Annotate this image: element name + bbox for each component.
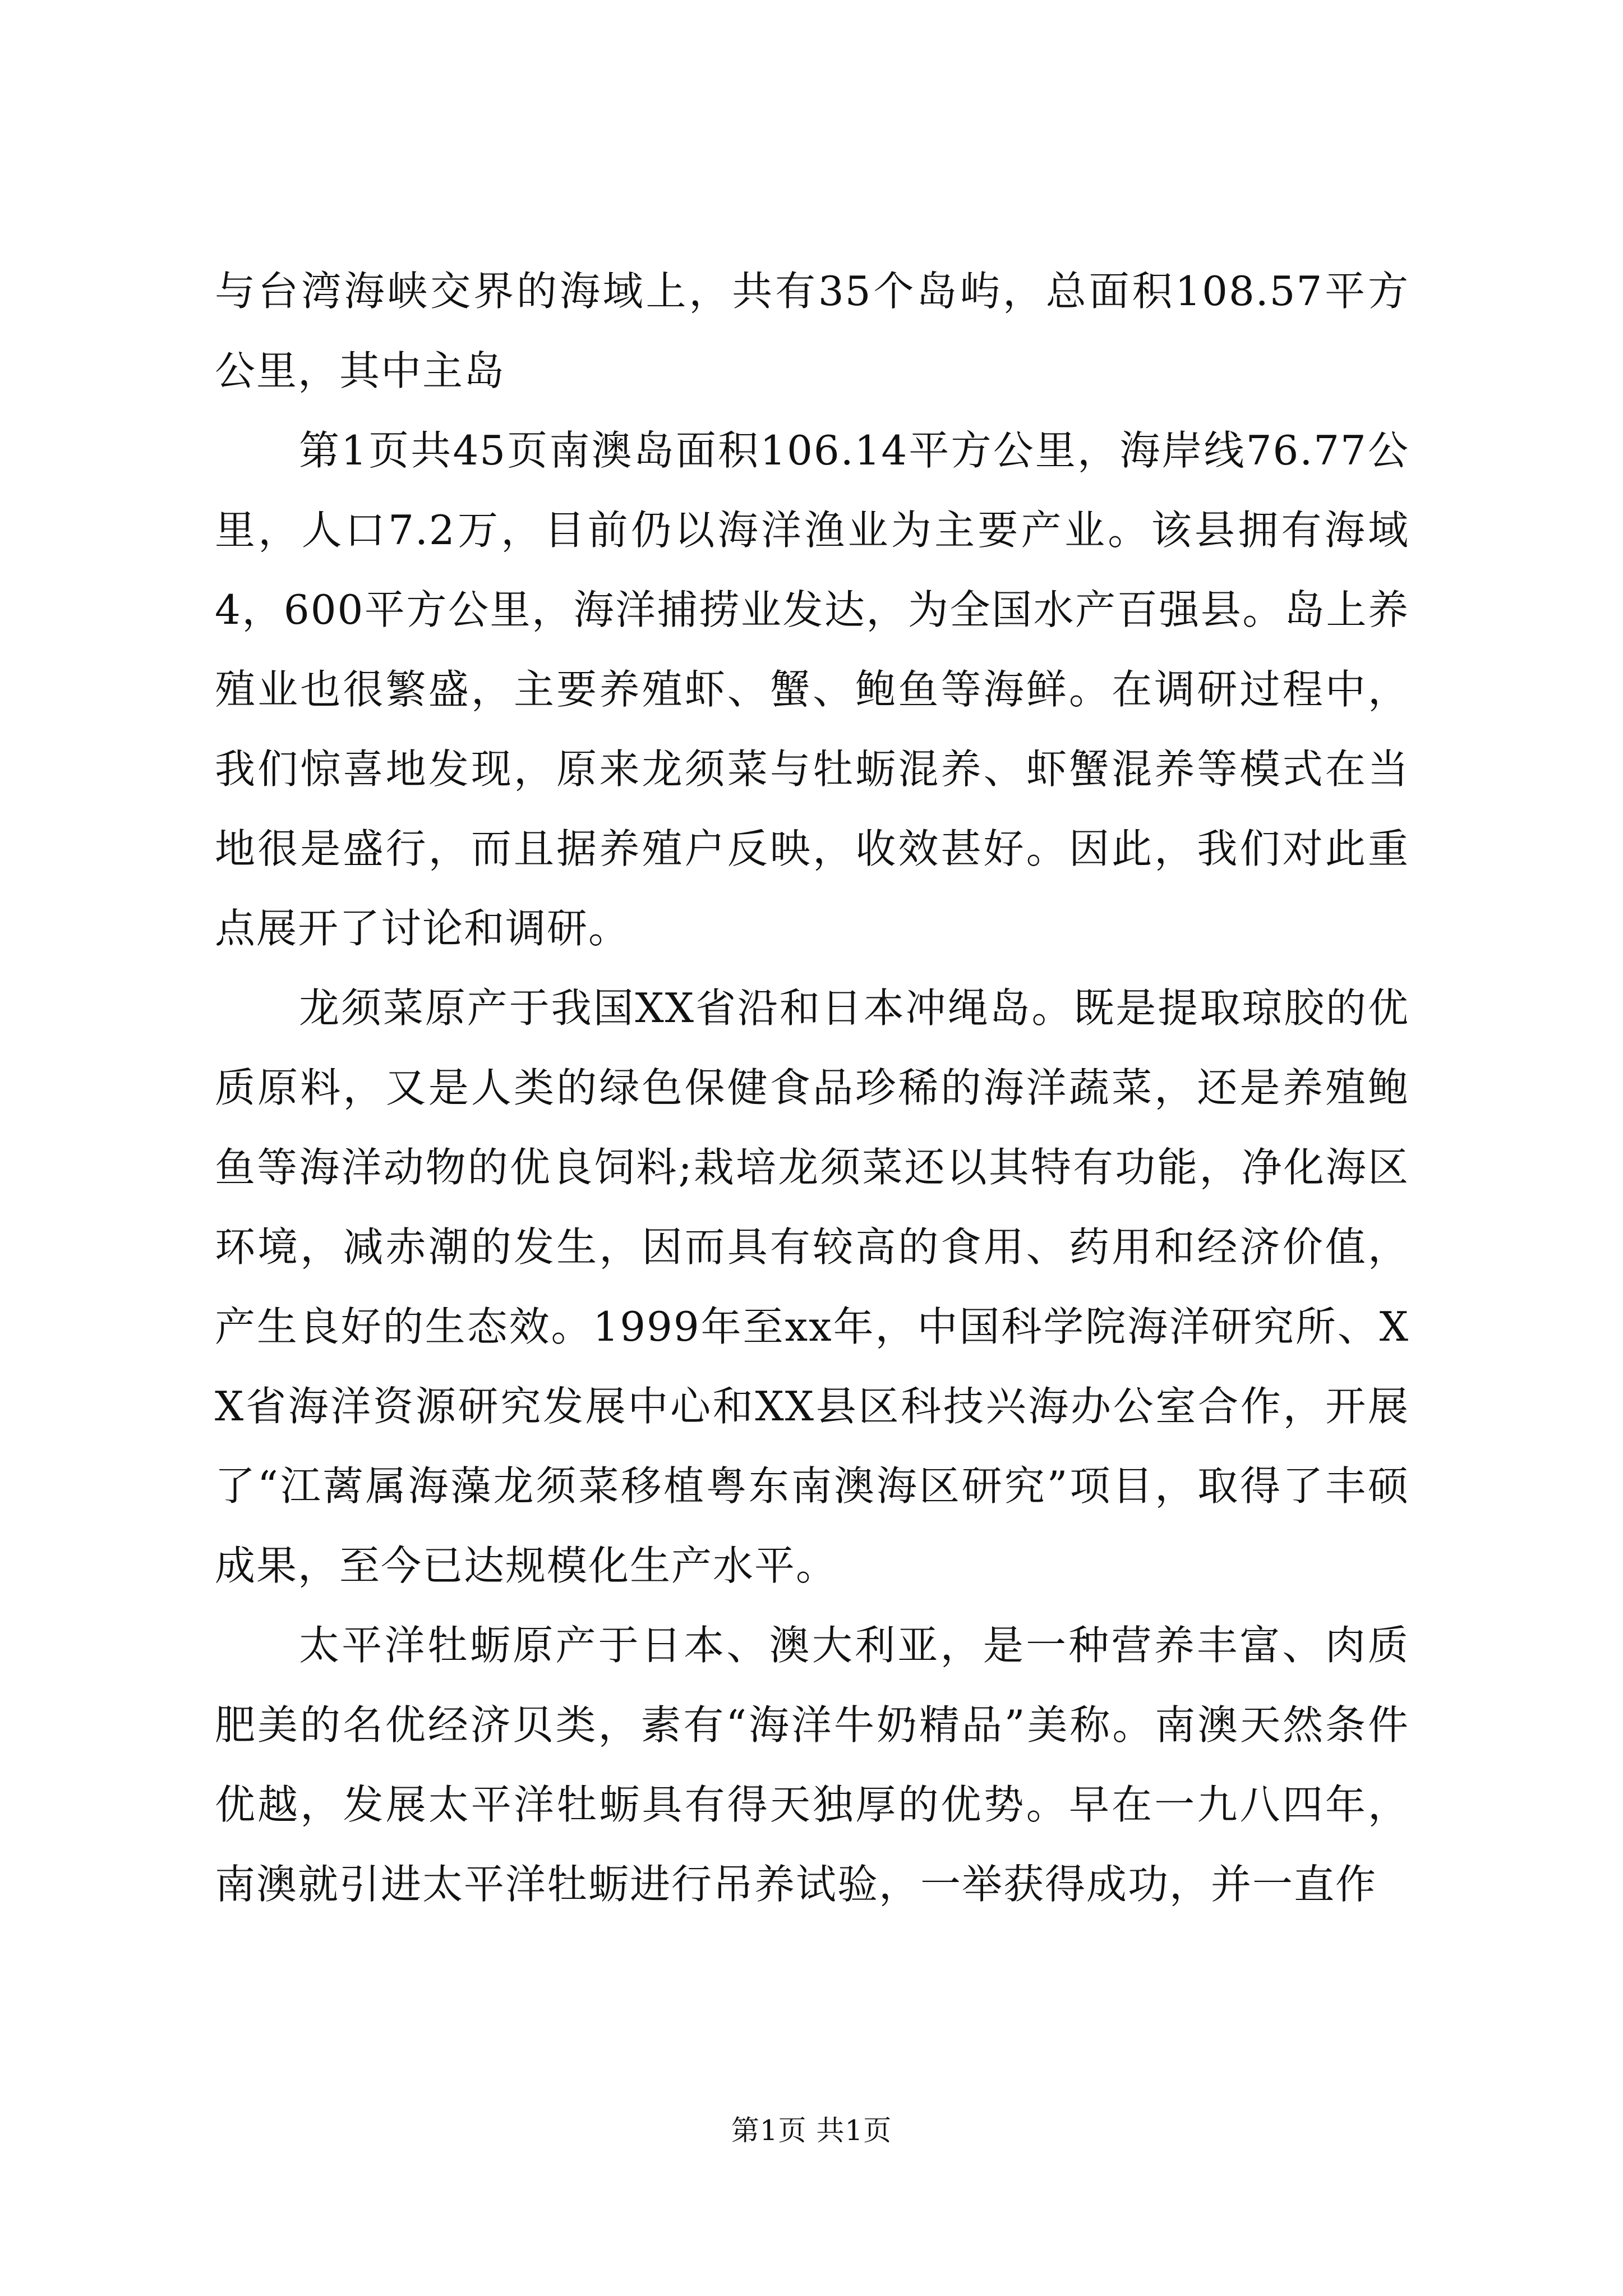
paragraph-continuation: 与台湾海峡交界的海域上，共有35个岛屿，总面积108.57平方公里，其中主岛 — [215, 268, 1409, 394]
page-footer: 第1页 共1页 — [731, 2114, 892, 2147]
paragraph-nanao-island: 第1页共45页南澳岛面积106.14平方公里，海岸线76.77公里，人口7.2万，目前仍以海洋渔业为主要产业。该县拥有海域4，600平方公里，海洋捕捞业发达，为全国水产百强县。岛上养殖业也很繁盛，主要养殖虾、蟹、鲍鱼等海鲜。在调研过程中，我们惊喜地发现，原来龙须菜与牡蛎混养、虾蟹混养等模式在当地很是盛行，而且据养殖户反映，收效甚好。因此，我们对此重点展开了讨论和调研。 — [215, 427, 1409, 952]
paragraph-longxucai: 龙须菜原产于我国XX省沿和日本冲绳岛。既是提取琼胶的优质原料，又是人类的绿色保健食品珍稀的海洋蔬菜，还是养殖鲍鱼等海洋动物的优良饲料;栽培龙须菜还以其特有功能，净化海区环境，减赤潮的发生，因而具有较高的食用、药用和经济价值，产生良好的生态效。1999年至xx年，中国科学院海洋研究所、XX省海洋资源研究发展中心和XX县区科技兴海办公室合作，开展了“江蓠属海藻龙须菜移植粤东南澳海区研究”项目，取得了丰硕成果，至今已达规模化生产水平。 — [215, 984, 1409, 1589]
paragraph-pacific-oyster: 太平洋牡蛎原产于日本、澳大利亚，是一种营养丰富、肉质肥美的名优经济贝类，素有“海洋牛奶精品”美称。南澳天然条件优越，发展太平洋牡蛎具有得天独厚的优势。早在一九八四年，南澳就引进太平洋牡蛎进行吊养试验，一举获得成功，并一直作 — [215, 1622, 1409, 1908]
document-body — [215, 251, 1409, 1924]
